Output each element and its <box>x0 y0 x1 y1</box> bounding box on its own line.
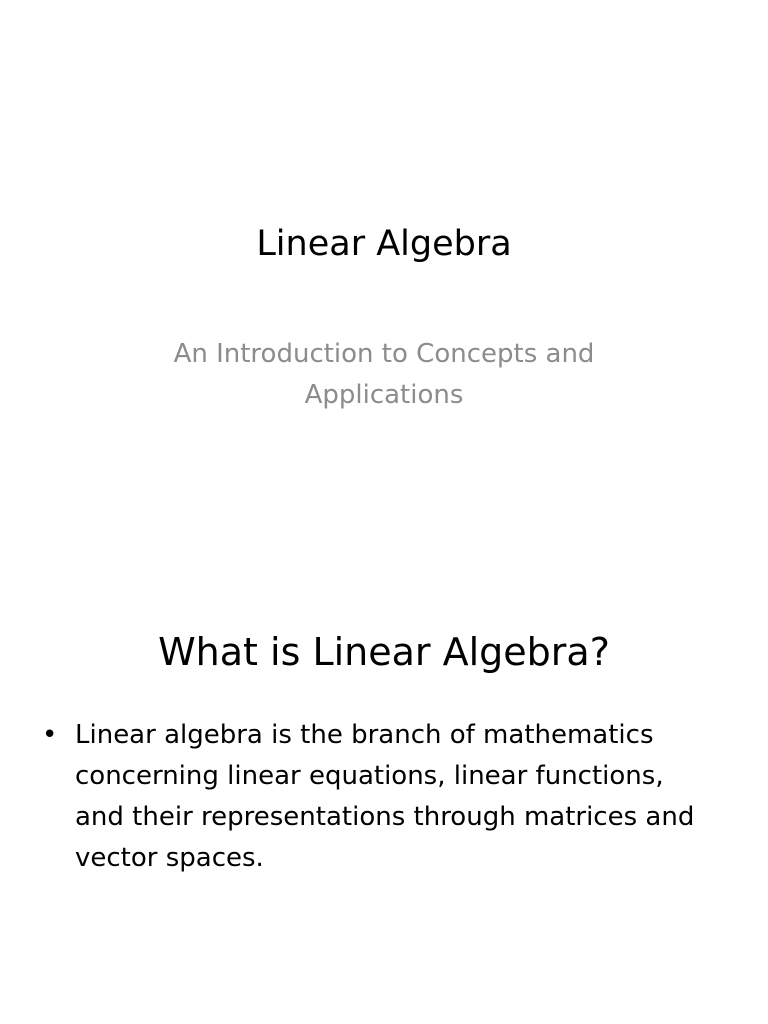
slide-title-heading: Linear Algebra <box>256 224 512 264</box>
bullet-item <box>40 715 720 879</box>
slide-heading: What is Linear Algebra? <box>158 630 610 674</box>
bullet-icon: • <box>42 720 58 750</box>
slide-what-is <box>0 512 768 1024</box>
bullet-list <box>40 715 720 879</box>
slide-subtitle: An Introduction to Concepts and Applications <box>173 339 595 410</box>
bullet-text: Linear algebra is the branch of mathematics concerning linear equations, linear functions, and their representations through matrices and vector spaces. <box>75 720 695 873</box>
